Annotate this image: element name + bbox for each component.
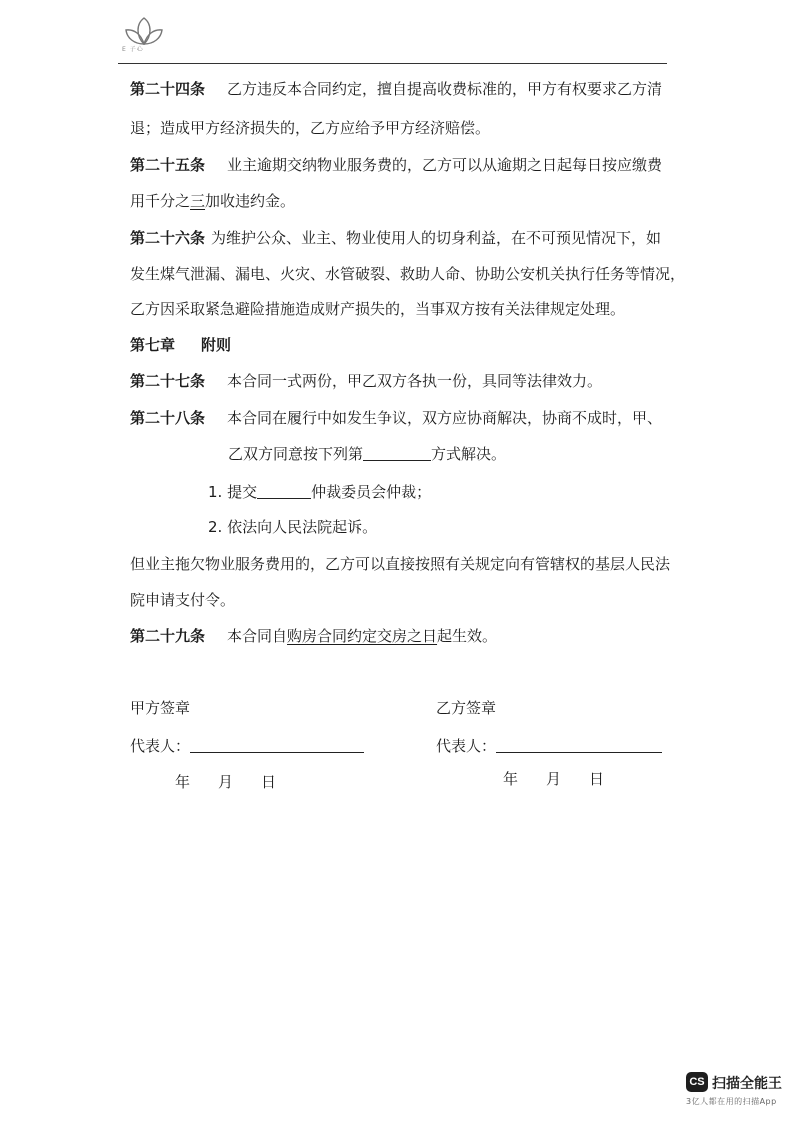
article-28-item-1 — [208, 481, 431, 502]
chapter-7-number: 第七章 — [130, 336, 176, 354]
article-27-line-1 — [130, 370, 602, 391]
article-28-text-2-post: 方式解决。 — [431, 445, 507, 463]
article-24-text-1: 乙方违反本合同约定，擅自提高收费标准的，甲方有权要求乙方清 — [227, 80, 663, 98]
party-a-year: 年 — [175, 773, 191, 791]
article-29-pre: 本合同自 — [227, 627, 288, 645]
article-28-line-1 — [130, 407, 662, 428]
article-24-line-1 — [130, 78, 662, 99]
logo-text: E 子心 — [122, 46, 144, 53]
party-b-representative — [436, 735, 662, 756]
article-25-line-1 — [130, 154, 662, 175]
article-24-text-2: 退；造成甲方经济损失的，乙方应给予甲方经济赔偿。 — [130, 119, 491, 137]
header-rule — [118, 63, 667, 64]
paragraph-text-1: 但业主拖欠物业服务费用的，乙方可以直接按照有关规定向有管辖权的基层人民法 — [130, 555, 671, 573]
arbitration-blank — [257, 484, 311, 499]
article-26-text-3: 乙方因采取紧急避险措施造成财产损失的，当事双方按有关法律规定处理。 — [130, 300, 626, 318]
article-28-item-2: 2. 依法向人民法院起诉。 — [208, 518, 378, 536]
party-b-seal-label: 乙方签章 — [436, 699, 497, 717]
party-a-signature-line — [190, 738, 364, 753]
chapter-7-title: 附则 — [201, 336, 232, 354]
article-29-line-1 — [130, 625, 497, 646]
article-28-item-1-pre: 1. 提交 — [208, 483, 258, 501]
paragraph-text-2: 院申请支付令。 — [130, 591, 236, 609]
article-25-number: 第二十五条 — [130, 156, 206, 174]
party-a-date — [175, 771, 276, 792]
party-b-signature-line — [496, 738, 662, 753]
article-29-effective-date: 购房合同约定交房之日 — [287, 627, 438, 645]
dispute-method-blank — [363, 446, 431, 461]
article-28-item-1-post: 仲裁委员会仲裁； — [311, 483, 432, 501]
camscanner-slogan: 3亿人都在用的扫描App — [686, 1097, 777, 1106]
article-26-text-2: 发生煤气泄漏、漏电、火灾、水管破裂、救助人命、协助公安机关执行任务等情况， — [130, 265, 686, 283]
article-28-line-2 — [228, 443, 506, 464]
party-b-rep-label: 代表人： — [436, 737, 497, 755]
article-27-number: 第二十七条 — [130, 372, 206, 390]
party-b-month: 月 — [546, 770, 562, 788]
article-28-text-2-pre: 乙双方同意按下列第 — [228, 445, 364, 463]
article-26-text-1: 为维护公众、业主、物业使用人的切身利益，在不可预见情况下，如 — [211, 229, 662, 247]
article-25-rate: 三 — [190, 192, 206, 210]
article-29-number: 第二十九条 — [130, 627, 206, 645]
article-25-text-2-post: 加收违约金。 — [205, 192, 296, 210]
flower-logo-icon — [118, 14, 170, 60]
party-a-day: 日 — [261, 773, 277, 791]
article-26-number: 第二十六条 — [130, 229, 206, 247]
camscanner-logo-icon: CS — [686, 1072, 708, 1092]
article-28-text-1: 本合同在履行中如发生争议，双方应协商解决，协商不成时，甲、 — [227, 409, 663, 427]
article-24-number: 第二十四条 — [130, 80, 206, 98]
party-a-seal-label: 甲方签章 — [130, 699, 191, 717]
party-a-month: 月 — [218, 773, 234, 791]
article-25-text-2-pre: 用千分之 — [130, 192, 191, 210]
article-26-line-1 — [130, 227, 661, 248]
article-25-text-1: 业主逾期交纳物业服务费的，乙方可以从逾期之日起每日按应缴费 — [227, 156, 663, 174]
party-a-representative — [130, 735, 364, 756]
article-27-text-1: 本合同一式两份，甲乙双方各执一份，具同等法律效力。 — [227, 372, 603, 390]
article-25-line-2 — [130, 190, 295, 211]
article-28-number: 第二十八条 — [130, 409, 206, 427]
party-a-rep-label: 代表人： — [130, 737, 191, 755]
party-b-day: 日 — [589, 770, 605, 788]
party-b-year: 年 — [503, 770, 519, 788]
article-29-post: 起生效。 — [437, 627, 498, 645]
chapter-7-heading — [130, 334, 231, 355]
party-b-date — [503, 768, 604, 789]
camscanner-name: 扫描全能王 — [712, 1076, 782, 1092]
